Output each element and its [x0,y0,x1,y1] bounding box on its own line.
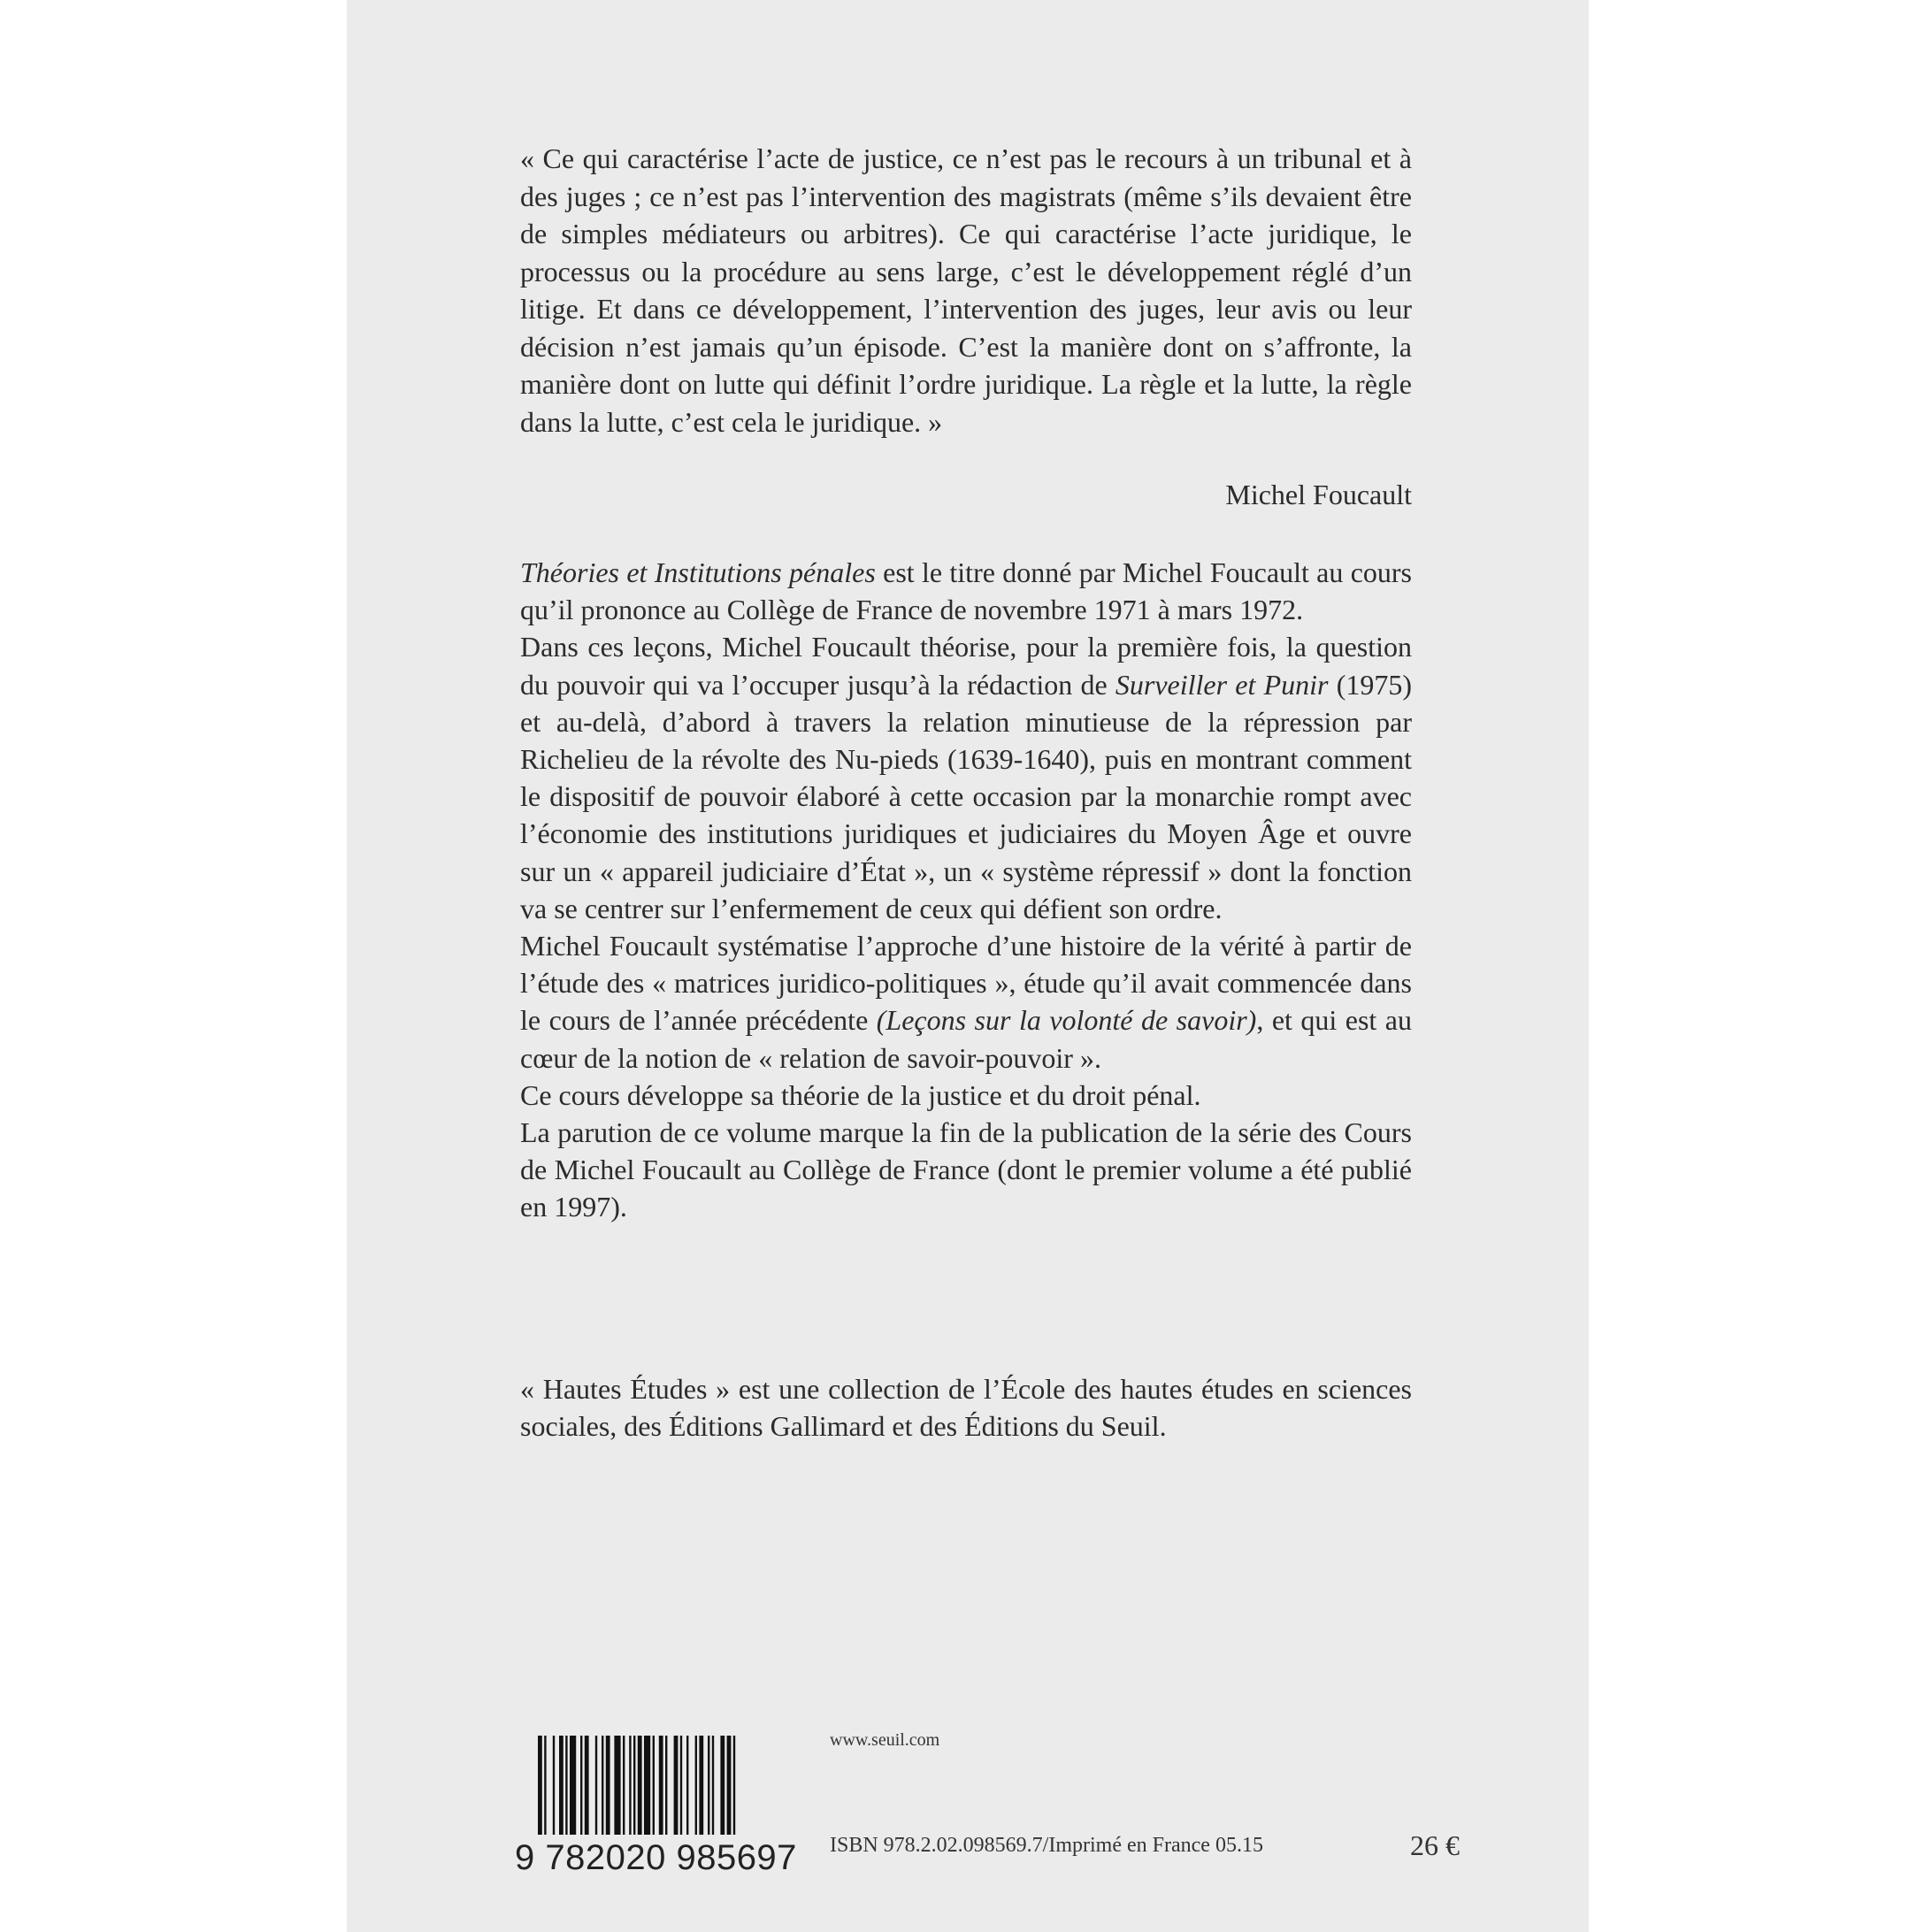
barcode-bar [644,1736,650,1835]
barcode-bar [674,1736,678,1835]
description-paragraph: Ce cours développe sa théorie de la justice et du droit pénal. [520,1078,1201,1111]
cited-title: (Leçons sur la volonté de savoir) [876,1004,1257,1037]
description-paragraph: Théories et Institutions pénales est le titre donné par Michel Foucault au cours qu’il prononce au Collège de France de novembre 1971 à mars 1972. [520,556,1413,626]
barcode-bar [538,1736,542,1835]
collection-note: « Hautes Études » est une collection de l’École des hautes études en sciences sociales, des Éditions Gallimard et des Éditions du Seuil. [520,1373,1412,1442]
barcode-bar [595,1736,597,1835]
barcode-bar [629,1736,631,1835]
epigraph-quote: « Ce qui caractérise l’acte de justice, ce n’est pas le recours à un tribunal et à des juges ; ce n’est pas l’intervention des magistrats (même s’ils devaient être de simples médiateurs ou arbitres). Ce qui caractérise l’acte juridique, le processus ou la procédure au sens large, c’est le développement réglé d’un litige. Et dans ce développement, l’intervention des juges, leur avis ou leur décision n’est jamais qu’un épisode. C’est la manière dont on s’affronte, la manière dont on lutte qui définit l’ordre juridique. La règle et la lutte, la règle dans la lutte, c’est cela le juridique. » [520,142,1412,438]
description-paragraph: Dans ces leçons, Michel Foucault théorise, pour la première fois, la question du pouvoir qui va l’occuper jusqu’à la rédaction de Surveiller et Punir (1975) et au-delà, d’abord à travers la relation minutieuse de la répression par Richelieu de la révolte des Nu-pieds (1639-1640), puis en montrant comment le dispositif de pouvoir élaboré à cette occasion par la monarchie rompt avec l’économie des institutions juridiques et judiciaires du Moyen Âge et ouvre sur un « appareil judiciaire d’État », un « système répressif » dont la fonction va se centrer sur l’enfermement de ceux qui défient son ordre. [520,631,1413,924]
barcode [515,1736,812,1888]
barcode-bar [727,1736,732,1835]
barcode-bar [614,1736,620,1835]
barcode-bar [720,1736,724,1835]
book-description [520,554,1412,1226]
barcode-bars [538,1736,794,1835]
barcode-bar [553,1736,555,1835]
barcode-bar [712,1736,714,1835]
barcode-bar [544,1736,546,1835]
price: 26 € [1410,1829,1460,1861]
barcode-bar [565,1736,567,1835]
barcode-bar [653,1736,655,1835]
barcode-bar [638,1736,642,1835]
barcode-bar [606,1736,610,1835]
barcode-bar [708,1736,709,1835]
barcode-bar [602,1736,603,1835]
isbn-line: ISBN 978.2.02.098569.7/Imprimé en France 05.15 [830,1834,1263,1857]
barcode-bar [585,1736,589,1835]
description-paragraph: Michel Foucault systématise l’approche d’une histoire de la vérité à partir de l’étude des « matrices juridico-politiques », étude qu’il avait commencée dans le cours de l’année précédente (Leçons sur la volonté de savoir), et qui est au cœur de la notion de « relation de savoir-pouvoir ». [520,930,1412,1074]
description-paragraph: La parution de ce volume marque la fin de la publication de la série des Cours de Michel Foucault au Collège de France (dont le premier volume a été publié en 1997). [520,1116,1412,1223]
barcode-bar [559,1736,564,1835]
barcode-bar [623,1736,625,1835]
barcode-bar [733,1736,735,1835]
barcode-bar [695,1736,697,1835]
publisher-website: www.seuil.com [830,1730,940,1750]
cited-title: Surveiller et Punir [1115,668,1329,701]
barcode-bar [659,1736,663,1835]
barcode-bar [633,1736,635,1835]
barcode-bar [680,1736,682,1835]
barcode-digits: 9 782020 985697 [515,1838,797,1877]
barcode-bar [699,1736,703,1835]
barcode-bar [686,1736,688,1835]
barcode-bar [580,1736,582,1835]
quote-author: Michel Foucault [1225,479,1412,510]
barcode-bar [665,1736,667,1835]
barcode-bar [570,1736,576,1835]
book-title: Théories et Institutions pénales [520,556,876,588]
